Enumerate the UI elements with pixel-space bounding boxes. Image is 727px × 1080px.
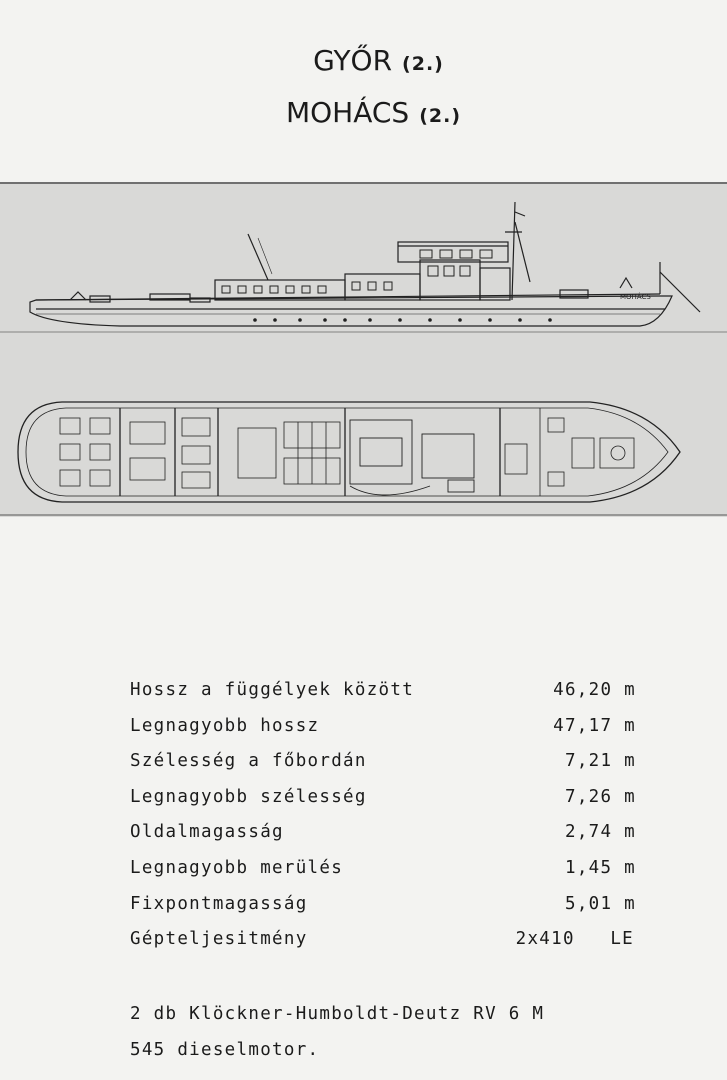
spec-row	[130, 680, 650, 716]
ship-plan-svg	[0, 182, 727, 517]
title-gyor	[0, 44, 727, 77]
spec-value: 47,17 m	[553, 715, 636, 736]
spec-value: 2x410 LE	[515, 929, 634, 950]
spec-value: 7,26 m	[564, 786, 636, 807]
engine-note-line-2: 545 dieselmotor.	[130, 1040, 320, 1060]
spec-row	[130, 716, 650, 752]
ship-number-gyor: (2.)	[402, 53, 444, 75]
spec-label: Oldalmagasság	[130, 822, 284, 843]
spec-row	[130, 751, 650, 787]
spec-row	[130, 858, 650, 894]
ship-drawing	[0, 182, 727, 517]
spec-row	[130, 894, 650, 930]
spec-label: Hossz a függélyek között	[130, 680, 415, 700]
ship-number-mohacs: (2.)	[419, 105, 462, 127]
engine-note	[130, 996, 544, 1068]
spec-value: 1,45 m	[564, 857, 636, 878]
title-mohacs	[0, 96, 727, 129]
engine-note-line-1: 2 db Klöckner-Humboldt-Deutz RV 6 M	[130, 1004, 545, 1024]
spec-value: 7,21 m	[564, 751, 636, 772]
spec-row	[130, 929, 650, 965]
ship-name-mohacs: MOHÁCS	[285, 96, 410, 129]
ship-name-gyor: GYŐR	[313, 44, 393, 77]
spec-value: 5,01 m	[564, 893, 636, 914]
spec-label: Legnagyobb hossz	[130, 715, 320, 736]
spec-label: Gépteljesitmény	[130, 929, 308, 950]
deck-plan	[18, 402, 680, 502]
spec-label: Szélesség a főbordán	[130, 751, 367, 772]
spec-value: 2,74 m	[564, 822, 636, 843]
bow-name-label: MOHÁCS	[620, 293, 651, 301]
side-elevation	[30, 202, 700, 326]
spec-value: 46,20 m	[553, 680, 636, 700]
spec-label: Legnagyobb merülés	[130, 857, 344, 878]
spec-row	[130, 787, 650, 823]
spec-label: Legnagyobb szélesség	[130, 786, 367, 807]
spec-row	[130, 822, 650, 858]
specifications-table	[130, 680, 650, 965]
spec-label: Fixpontmagasság	[130, 893, 308, 914]
